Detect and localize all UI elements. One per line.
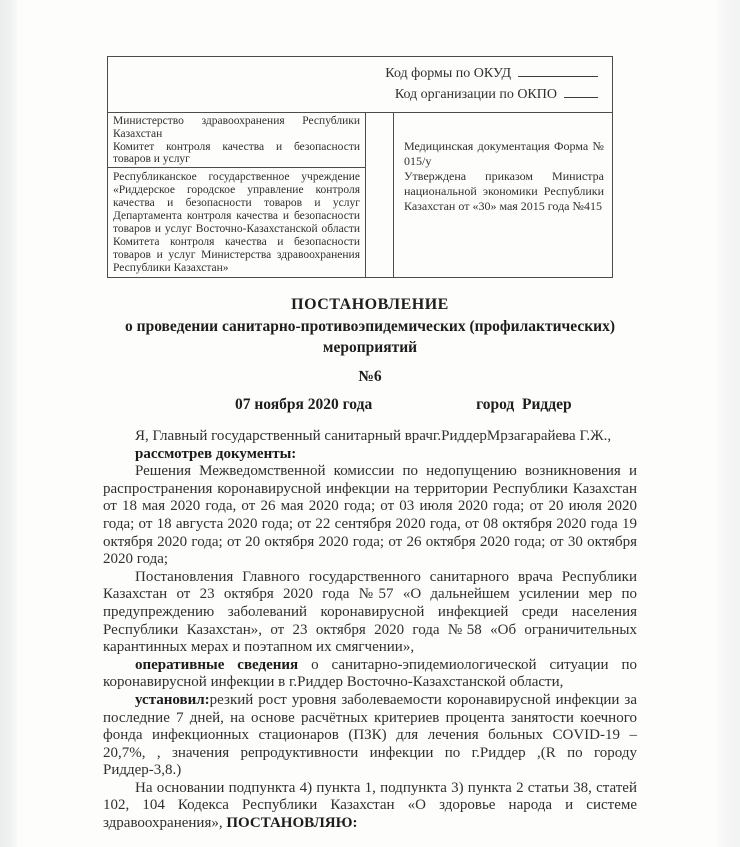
resolve-label: ПОСТАНОВЛЯЮ:: [226, 815, 358, 832]
form-number-text: Медицинская документация Форма № 015/у: [404, 139, 604, 168]
table-spacer-cell: [366, 113, 394, 277]
reviewed-documents-label: рассмотрев документы:: [135, 445, 297, 462]
institution-name: Республиканское государственное учреждение «Риддерское городское управление контроля качества и безопасности товаров и услуг Департамента контроля качества и безопасности товаров и услуг Восточно-Казахстанской области Комитета контроля качества и безопасности товаров и услуг Министерства здравоохранения Республики Казахстан»: [113, 171, 360, 274]
document-body: [103, 428, 637, 833]
legal-basis-text: На основании подпункта 4) пункта 1, подпункта 3) пункта 2 статьи 38, статей 102, 104 Кодекса Республики Казахстан «О здоровье народа и системе здравоохранения»,: [103, 779, 637, 832]
form-codes-box: [107, 56, 613, 113]
document-header-table: [107, 113, 613, 278]
approval-order-text: Утверждена приказом Министра национальной экономики Республики Казахстан от «30» мая 2015 года №415: [404, 169, 604, 213]
established-paragraph: [103, 692, 637, 780]
document-city: город Риддер: [476, 396, 572, 413]
document-subtitle-line1: о проведении санитарно-противоэпидемических (профилактических): [125, 318, 615, 335]
operative-data-paragraph: [103, 657, 637, 692]
okud-blank-line: [518, 64, 598, 77]
document-subtitle-line2: мероприятий: [322, 339, 418, 356]
okpo-code-line: [108, 84, 598, 105]
established-label: установил:: [135, 691, 210, 708]
title-block: [103, 294, 637, 387]
issuing-ministry-cell: [108, 113, 366, 168]
form-approval-cell: [394, 113, 612, 277]
committee-name: Комитет контроля качества и безопасности товаров и услуг: [113, 140, 360, 166]
okud-code-label: Код формы по ОКУД: [385, 66, 511, 81]
document-number: №6: [358, 368, 382, 385]
intro-paragraph: Я, Главный государственный санитарный врачг.РиддерМрзагарайева Г.Ж.,: [135, 428, 612, 444]
scan-edge-left: [0, 0, 17, 847]
operative-data-label: оперативные сведения: [135, 656, 299, 673]
ministry-name: Министерство здравоохранения Республики Казахстан: [113, 115, 360, 140]
chief-doctor-resolutions-paragraph: Постановления Главного государственного санитарного врача Республики Казахстан от 23 октября 2020 года №57 «О дальнейшем усилении мер по предупреждению заболеваний коронавирусной инфекцией среди населения Республики Казахстан», от 23 октября 2020 года №58 «Об ограничительных карантинных мерах и поэтапном их смягчении»,: [103, 568, 637, 656]
commission-decisions-paragraph: Решения Межведомственной комиссии по недопущению возникновения и распространения коронавирусной инфекции на территории Республики Казахстан от 18 мая 2020 года, от 26 мая 2020 года; от 03 июля 2020 года; от 20 июля 2020 года; от 18 августа 2020 года; от 22 сентября 2020 года, от 08 октября 2020 года 19 октября 2020 года; от 20 октября 2020 года; от 26 октября 2020 года; от 30 октября 2020 года;: [103, 463, 637, 568]
scan-edge-right: [716, 0, 740, 847]
document-date: 07 ноября 2020 года: [235, 396, 373, 413]
legal-basis-paragraph: [103, 780, 637, 833]
okpo-blank-line: [564, 85, 598, 98]
reviewed-documents-heading: [103, 446, 637, 464]
date-place-line: [103, 396, 637, 414]
document-title: ПОСТАНОВЛЕНИЕ: [291, 296, 449, 313]
institution-name-cell: [108, 168, 366, 277]
okud-code-line: [108, 63, 598, 84]
operative-data-text: о санитарно-эпидемиологической ситуации по коронавирусной инфекции в г.Риддер Восточно-Казахстанской области,: [103, 656, 637, 691]
okpo-code-label: Код организации по ОКПО: [394, 87, 557, 102]
established-text: резкий рост уровня заболеваемости коронавирусной инфекции за последние 7 дней, на основе расчётных критериев процента занятости коечного фонда инфекционных стационаров (ПЗК) для лечения больных COVID-19 – 20,7%, , значения репродуктивности инфекции по г.Риддер ,(R по городу Риддер-3,8.): [103, 691, 637, 779]
